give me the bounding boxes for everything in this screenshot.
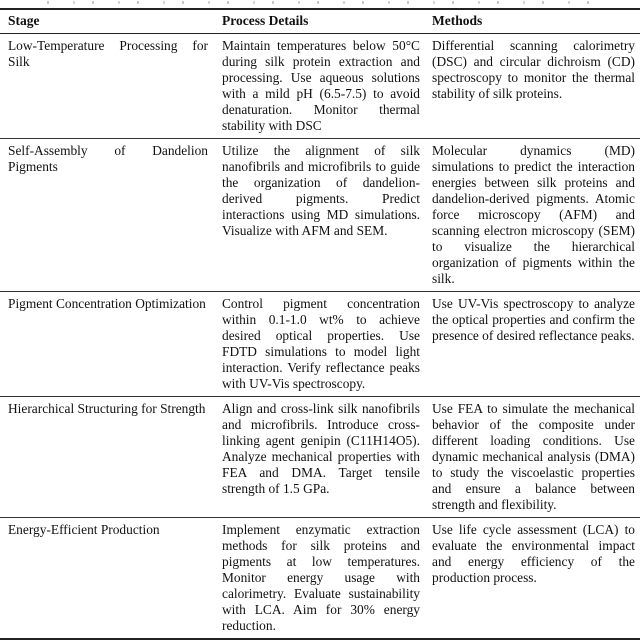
process-details-cell: Implement enzymatic extraction methods for silk proteins and pigments at low temperatures. Monitor energy usage with calorimetry. Evaluate sustainability with LCA. Aim for 30% energy reduction. [216, 518, 424, 640]
methods-cell: Differential scanning calorimetry (DSC) and circular dichroism (CD) spectroscopy to monitor the thermal stability of silk proteins. [424, 34, 640, 139]
column-header-methods: Methods [424, 9, 640, 34]
stage-cell: Energy-Efficient Production [0, 518, 216, 640]
stage-cell: Self-Assembly of Dandelion Pigments [0, 139, 216, 292]
table-row [0, 34, 640, 139]
column-header-process-details: Process Details [216, 9, 424, 34]
column-header-stage: Stage [0, 9, 216, 34]
table-row [0, 292, 640, 397]
methods-cell: Use life cycle assessment (LCA) to evaluate the environmental impact and energy efficiency of the production process. [424, 518, 640, 640]
table-row [0, 139, 640, 292]
process-stages-table [0, 8, 640, 640]
process-details-cell: Maintain temperatures below 50°C during silk protein extraction and processing. Use aqueous solutions with a mild pH (6.5-7.5) to avoid denaturation. Monitor thermal stability with DSC [216, 34, 424, 139]
methods-cell: Use UV-Vis spectroscopy to analyze the optical properties and confirm the presence of desired reflectance peaks. [424, 292, 640, 397]
clipped-caption-line [0, 0, 640, 8]
table-row [0, 397, 640, 518]
table-row [0, 518, 640, 640]
process-details-cell: Control pigment concentration within 0.1-1.0 wt% to achieve desired optical properties. Use FDTD simulations to model light interaction. Verify reflectance peaks with UV-Vis spectroscopy. [216, 292, 424, 397]
process-details-cell: Utilize the alignment of silk nanofibrils and microfibrils to guide the organization of dandelion-derived pigments. Predict interactions using MD simulations. Visualize with AFM and SEM. [216, 139, 424, 292]
table-header-row [0, 9, 640, 34]
stage-cell: Pigment Concentration Optimization [0, 292, 216, 397]
process-details-cell: Align and cross-link silk nanofibrils and microfibrils. Introduce cross-linking agent genipin (C11H14O5). Analyze mechanical properties with FEA and DMA. Target tensile strength of 1.5 GPa. [216, 397, 424, 518]
stage-cell: Low-Temperature Processing for Silk [0, 34, 216, 139]
methods-cell: Molecular dynamics (MD) simulations to predict the interaction energies between silk proteins and dandelion-derived pigments. Atomic force microscopy (AFM) and scanning electron microscopy (SEM) to visualize the hierarchical organization of pigments within the silk. [424, 139, 640, 292]
stage-cell: Hierarchical Structuring for Strength [0, 397, 216, 518]
methods-cell: Use FEA to simulate the mechanical behavior of the composite under different loading conditions. Use dynamic mechanical analysis (DMA) to study the viscoelastic properties and ensure a balance between strength and flexibility. [424, 397, 640, 518]
clipped-caption-text-remnant [30, 1, 610, 4]
